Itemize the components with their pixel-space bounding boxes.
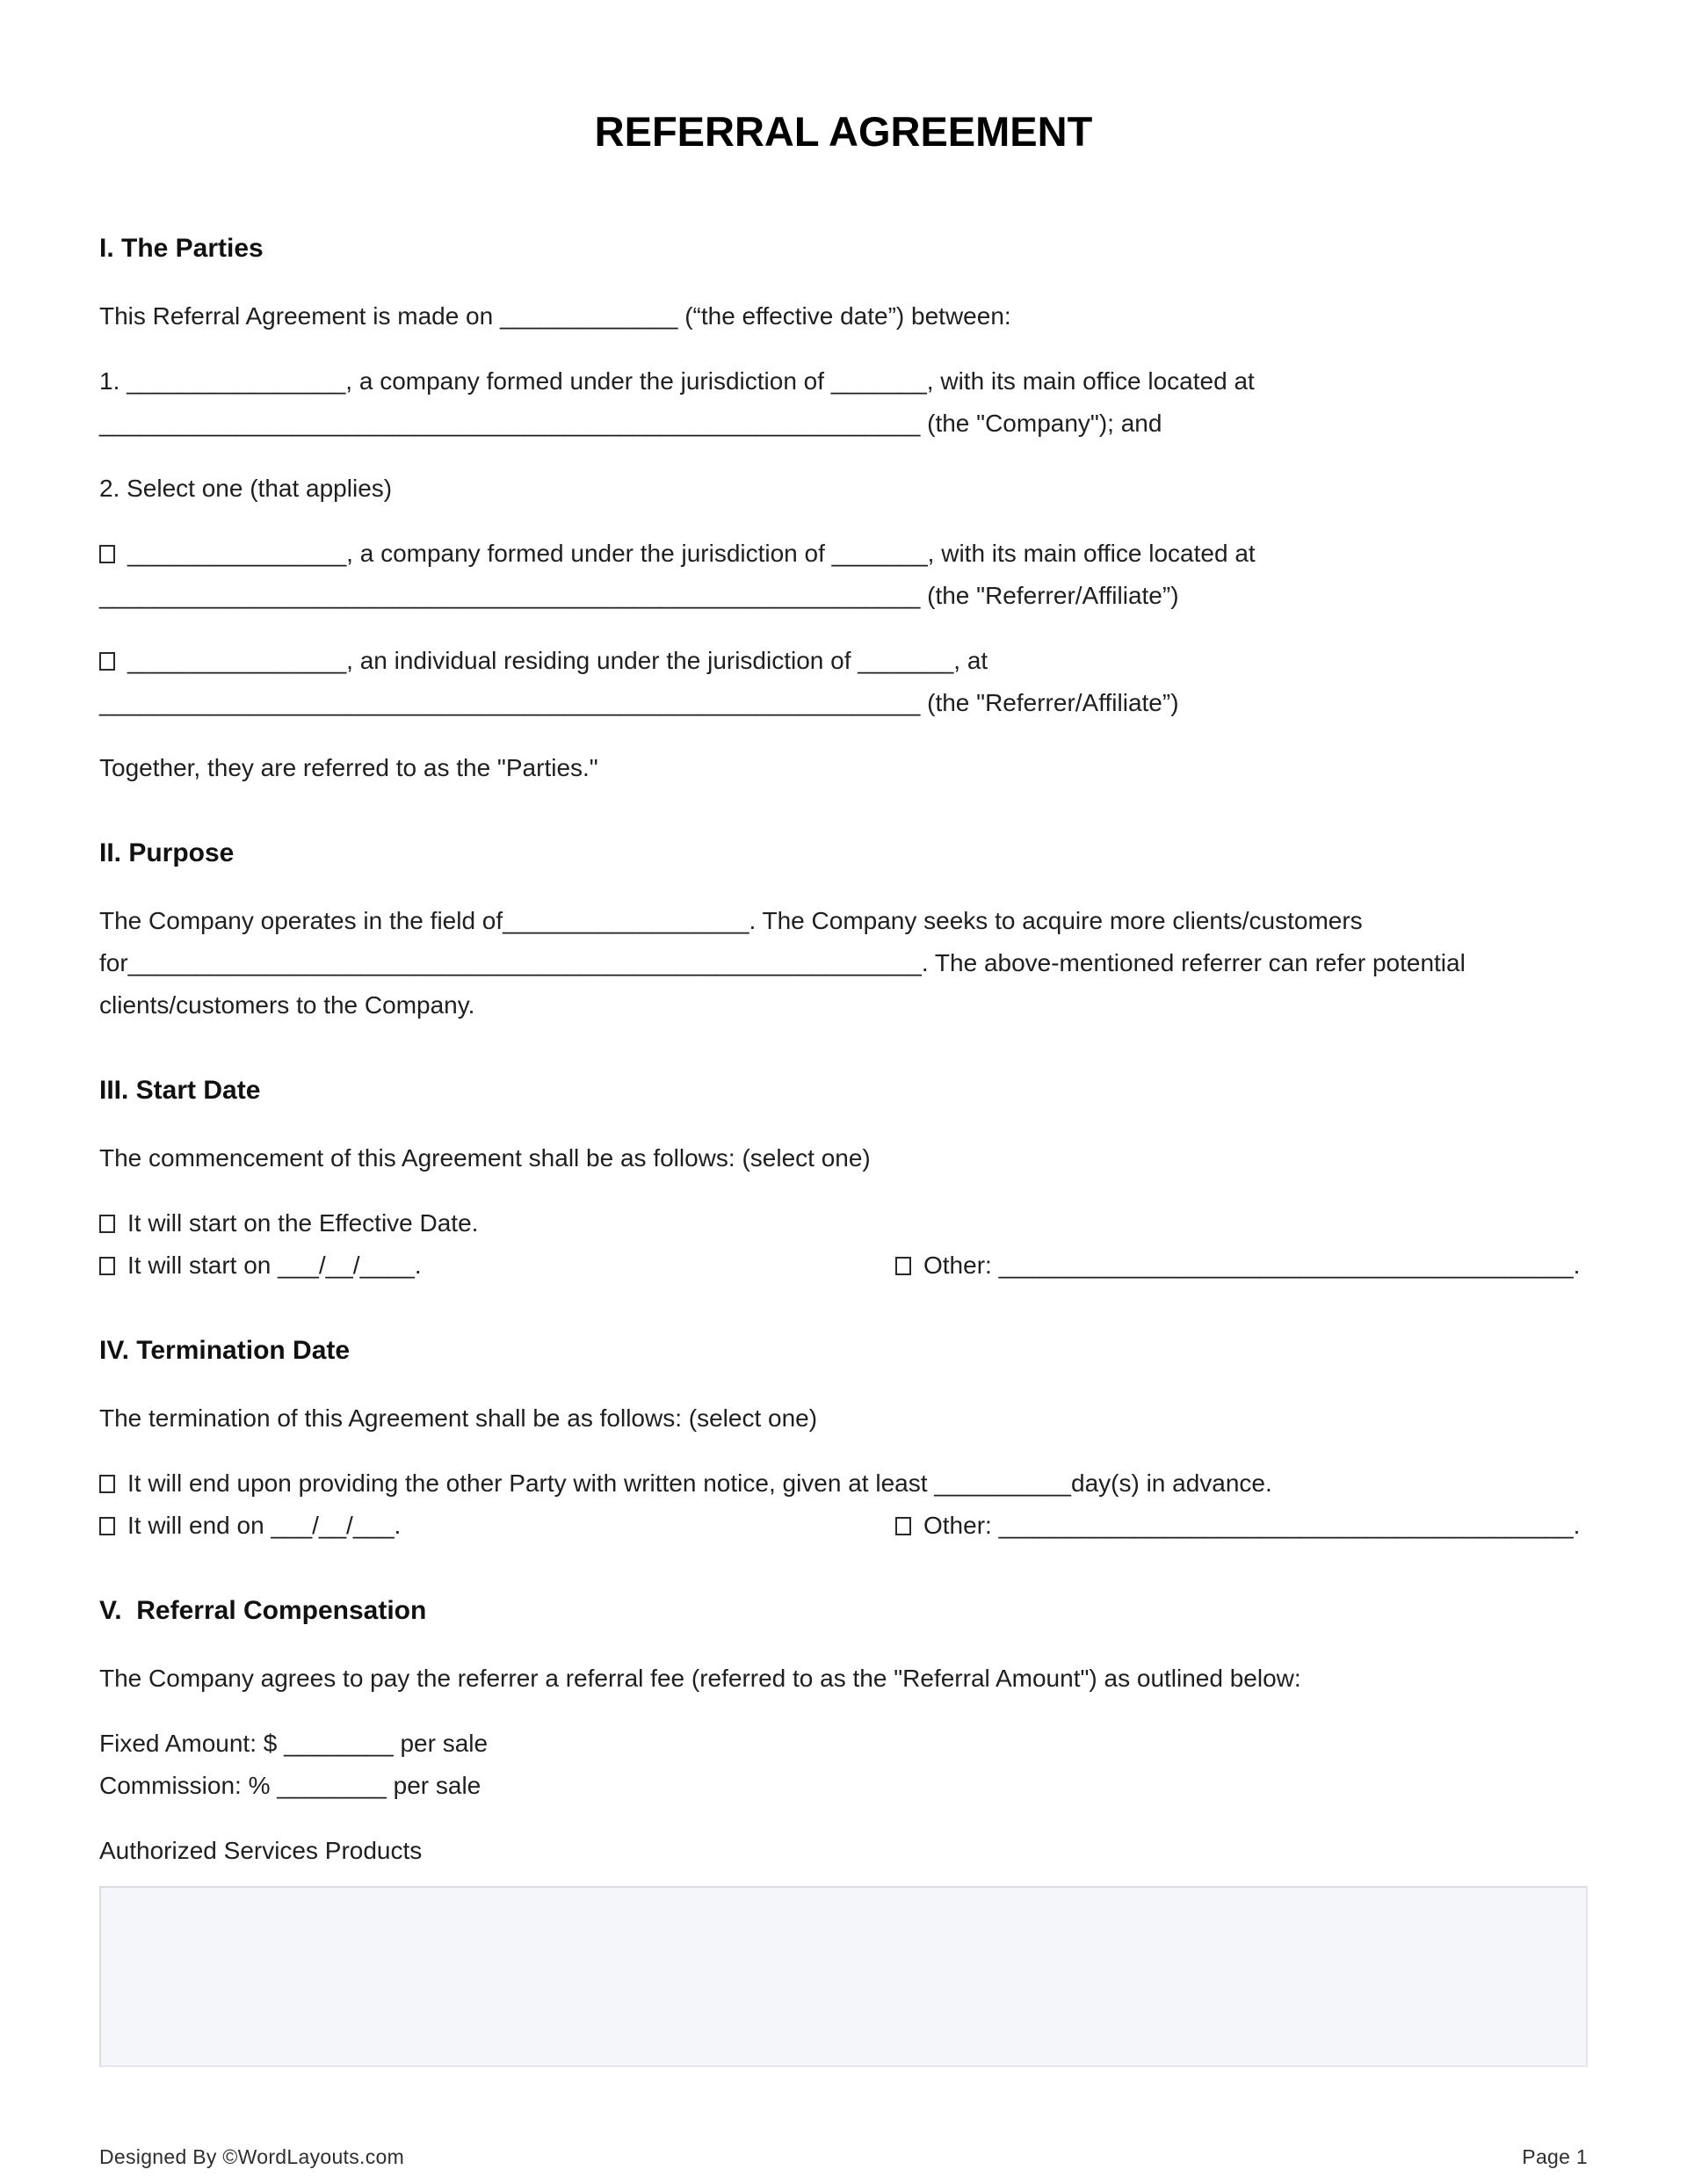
start-option-date-label: It will start on ___/__/____. bbox=[127, 1252, 422, 1279]
referrer-company-line1: ________________, a company formed under the jurisdiction of _______, with its main office located at bbox=[127, 540, 1256, 567]
start-option-effective-label: It will start on the Effective Date. bbox=[127, 1209, 479, 1237]
authorized-services-box[interactable] bbox=[99, 1886, 1588, 2067]
footer-credit: Designed By ©WordLayouts.com bbox=[99, 2145, 405, 2168]
footer-page-number: Page 1 bbox=[1522, 2145, 1588, 2168]
referrer-company-option bbox=[99, 533, 1588, 617]
compensation-intro: The Company agrees to pay the referrer a referral fee (referred to as the "Referral Amount") as outlined below: bbox=[99, 1665, 1301, 1692]
checkbox-icon[interactable] bbox=[99, 1517, 115, 1535]
purpose-line1: The Company operates in the field of__________________. The Company seeks to acquire more clients/customers bbox=[99, 907, 1363, 934]
parties-together-line: Together, they are referred to as the "Parties." bbox=[99, 754, 598, 781]
checkbox-icon[interactable] bbox=[99, 545, 115, 563]
termination-option-date-label: It will end on ___/__/___. bbox=[127, 1512, 402, 1539]
termination-options bbox=[99, 1462, 1588, 1547]
purpose-line2: for__________________________________________________________. The above-mentioned referrer can refer potential bbox=[99, 949, 1466, 976]
authorized-services-label: Authorized Services Products bbox=[99, 1837, 423, 1864]
referrer-individual-line1: ________________, an individual residing under the jurisdiction of _______, at bbox=[127, 647, 988, 674]
purpose-line3: clients/customers to the Company. bbox=[99, 991, 475, 1019]
termination-intro: The termination of this Agreement shall be as follows: (select one) bbox=[99, 1404, 818, 1432]
commission-line: Commission: % ________ per sale bbox=[99, 1772, 481, 1799]
checkbox-icon[interactable] bbox=[99, 1257, 115, 1275]
checkbox-icon[interactable] bbox=[895, 1257, 911, 1275]
company-clause-line2: ____________________________________________________________ (the "Company"); and bbox=[99, 410, 1162, 437]
section-heading-purpose: II. Purpose bbox=[99, 838, 235, 867]
checkbox-icon[interactable] bbox=[99, 1475, 115, 1493]
document-title: REFERRAL AGREEMENT bbox=[594, 108, 1093, 155]
fixed-amount-line: Fixed Amount: $ ________ per sale bbox=[99, 1730, 489, 1757]
checkbox-icon[interactable] bbox=[895, 1517, 911, 1535]
start-date-options bbox=[99, 1202, 1588, 1287]
termination-option-notice-label: It will end upon providing the other Party with written notice, given at least __________day(s) in advance. bbox=[127, 1469, 1272, 1497]
referrer-company-line2: ____________________________________________________________ (the "Referrer/Affiliate”) bbox=[99, 582, 1179, 609]
document-content bbox=[0, 104, 1687, 2067]
checkbox-icon[interactable] bbox=[99, 1215, 115, 1233]
page-footer bbox=[99, 2144, 1588, 2170]
start-option-other-label: Other: __________________________________________. bbox=[923, 1252, 1581, 1279]
start-option-date-row bbox=[99, 1244, 1588, 1287]
start-date-intro: The commencement of this Agreement shall be as follows: (select one) bbox=[99, 1144, 871, 1172]
compensation-fees bbox=[99, 1723, 1588, 1807]
section-heading-parties: I. The Parties bbox=[99, 234, 264, 263]
referrer-individual-line2: ____________________________________________________________ (the "Referrer/Affiliate”) bbox=[99, 689, 1179, 716]
termination-option-other-label: Other: __________________________________________. bbox=[923, 1512, 1581, 1539]
start-option-other bbox=[895, 1244, 1580, 1287]
company-clause-line1: 1. ________________, a company formed under the jurisdiction of _______, with its main office located at bbox=[99, 367, 1255, 395]
section-heading-start-date: III. Start Date bbox=[99, 1076, 261, 1105]
section-heading-referral-compensation: V. Referral Compensation bbox=[99, 1596, 427, 1625]
parties-intro: This Referral Agreement is made on _____________ (“the effective date”) between: bbox=[99, 302, 1011, 330]
select-one-label: 2. Select one (that applies) bbox=[99, 475, 393, 502]
termination-option-other bbox=[895, 1505, 1580, 1547]
termination-option-date-row bbox=[99, 1505, 1588, 1547]
termination-option-notice bbox=[99, 1462, 1588, 1505]
purpose-paragraph bbox=[99, 900, 1588, 1027]
section-heading-termination-date: IV. Termination Date bbox=[99, 1336, 351, 1365]
company-clause bbox=[99, 360, 1588, 445]
start-option-effective-date bbox=[99, 1202, 1588, 1244]
checkbox-icon[interactable] bbox=[99, 652, 115, 671]
referrer-individual-option bbox=[99, 640, 1588, 724]
